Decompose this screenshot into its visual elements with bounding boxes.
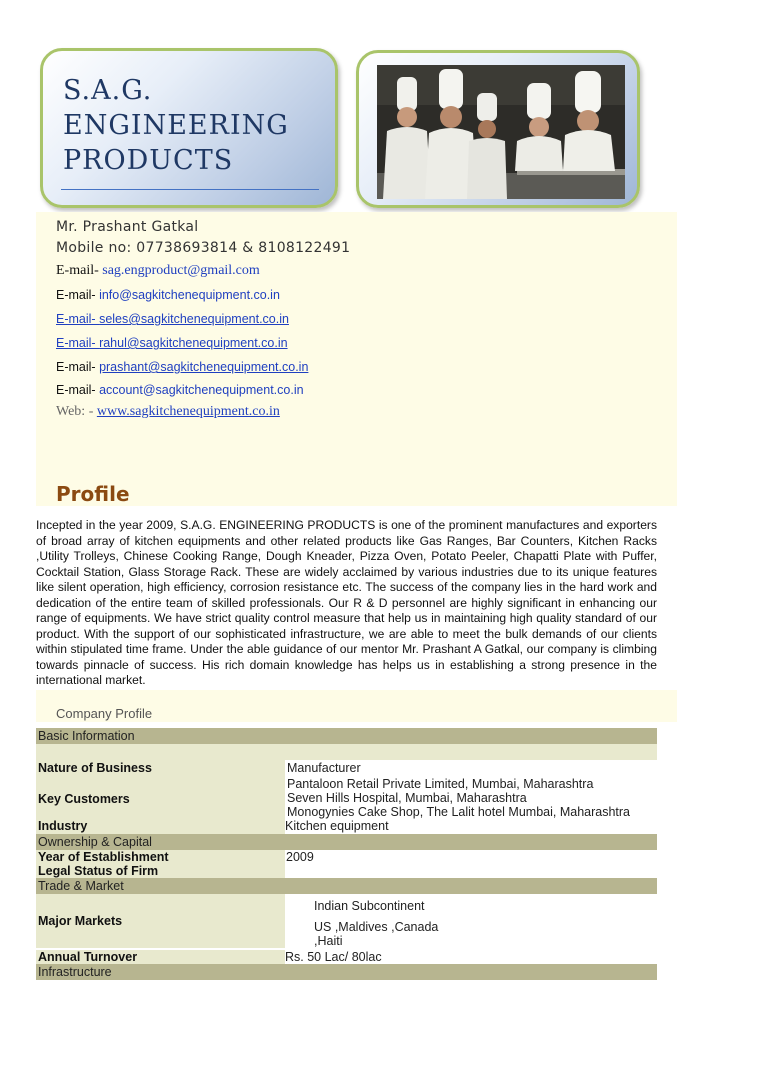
email-line bbox=[56, 288, 280, 302]
contact-section bbox=[36, 212, 677, 506]
table-section-infrastructure: Infrastructure bbox=[36, 964, 657, 980]
table-value: Manufacturer bbox=[287, 761, 361, 775]
table-row-industry bbox=[36, 819, 657, 834]
email-prefix: E-mail- bbox=[56, 263, 103, 278]
table-row-key-customers bbox=[36, 777, 657, 819]
table-value-cell bbox=[285, 850, 657, 864]
company-name-line: PRODUCTS bbox=[63, 145, 234, 176]
website-link[interactable]: www.sagkitchenequipment.co.in bbox=[96, 404, 280, 419]
email-prefix: E-mail- bbox=[56, 336, 100, 350]
email-link[interactable]: sag.engproduct@gmail.com bbox=[102, 263, 260, 278]
table-row-major-markets bbox=[36, 894, 657, 948]
table-label: Year of Establishment bbox=[38, 850, 169, 864]
email-link[interactable]: prashant@sagkitchenequipment.co.in bbox=[99, 360, 309, 374]
company-profile-band bbox=[36, 690, 677, 722]
table-section-ownership-capital: Ownership & Capital bbox=[36, 834, 657, 850]
profile-paragraph: Incepted in the year 2009, S.A.G. ENGINEERING PRODUCTS is one of the prominent manufactures and exporters of broad array of kitchen equipments and other related products like Gas Ranges, Bar Counters, Kitchen Racks ,Utility Trolleys, Chinese Cooking Range, Dough Kneader, Pizza Oven, Potato Peeler, Chapatti Plate with Puffer, Cocktail Station, Glass Storage Rack. These are widely acclaimed by various industries due to its unique features like silent operation, high efficiency, corrosion resistance etc. The success of the company lies in the hard work and dedication of the entire team of skilled professionals. Our R & D personnel are highly significant in enhancing our range of equipments. We have strict quality control measure that help us in maintaining high quality standard of our product. With the support of our sophisticated infrastructure, we are able to meet the bulk demands of our clients within stipulated time frame. Under the able guidance of our mentor Mr. Prashant A Gatkal, our company is climbing towards pinnacle of success. His rich domain knowledge has helps us in establishing a strong presence in the international market. bbox=[36, 518, 657, 687]
table-value-cell bbox=[285, 950, 657, 964]
company-name bbox=[63, 73, 289, 178]
table-value: 2009 bbox=[286, 850, 314, 864]
table-row-year-of-establishment bbox=[36, 850, 657, 864]
company-profile-label: Company Profile bbox=[56, 706, 153, 721]
table-label: Nature of Business bbox=[38, 761, 152, 775]
table-value-cell bbox=[285, 894, 657, 948]
email-line bbox=[56, 383, 304, 397]
chefs-photo-illustration bbox=[377, 65, 625, 199]
table-value-cell bbox=[285, 777, 657, 819]
table-value-cell bbox=[285, 819, 657, 834]
company-name-line: S.A.G. bbox=[63, 75, 153, 106]
table-section-basic-information: Basic Information bbox=[36, 728, 657, 744]
table-value: ,Haiti bbox=[314, 934, 343, 948]
table-value: Monogynies Cake Shop, The Lalit hotel Mumbai, Maharashtra bbox=[287, 805, 631, 819]
table-value-cell bbox=[285, 864, 657, 878]
table-label: Major Markets bbox=[38, 914, 123, 928]
company-name-line: ENGINEERING bbox=[63, 110, 289, 141]
table-label: Industry bbox=[38, 819, 88, 833]
table-value: US ,Maldives ,Canada bbox=[314, 920, 439, 934]
email-link[interactable]: account@sagkitchenequipment.co.in bbox=[99, 383, 304, 397]
web-prefix: Web: - bbox=[56, 404, 97, 419]
email-prefix: E-mail- bbox=[56, 312, 100, 326]
title-underline bbox=[61, 189, 319, 190]
photo-card bbox=[356, 50, 640, 208]
table-label: Annual Turnover bbox=[38, 950, 138, 964]
table-value-cell bbox=[285, 760, 657, 777]
table-spacer-row bbox=[36, 744, 657, 760]
email-prefix: E-mail- bbox=[56, 383, 100, 397]
table-value: Pantaloon Retail Private Limited, Mumbai, Maharashtra bbox=[287, 777, 594, 791]
email-link[interactable]: info@sagkitchenequipment.co.in bbox=[99, 288, 280, 302]
table-value: Indian Subcontinent bbox=[314, 899, 425, 913]
table-row-annual-turnover bbox=[36, 950, 657, 964]
table-row-legal-status bbox=[36, 864, 657, 878]
contact-name: Mr. Prashant Gatkal bbox=[56, 219, 199, 235]
email-prefix: E-mail- bbox=[56, 288, 100, 302]
table-row-nature-of-business bbox=[36, 760, 657, 777]
table-section-trade-market: Trade & Market bbox=[36, 878, 657, 894]
table-value: Seven Hills Hospital, Mumbai, Maharashtra bbox=[287, 791, 527, 805]
table-value: Kitchen equipment bbox=[285, 819, 389, 833]
table-label: Key Customers bbox=[38, 792, 130, 806]
company-title-card bbox=[40, 48, 338, 208]
web-line bbox=[56, 404, 280, 420]
email-line bbox=[56, 312, 289, 326]
email-link[interactable]: seles@sagkitchenequipment.co.in bbox=[99, 312, 289, 326]
email-line bbox=[56, 360, 308, 374]
contact-mobile: Mobile no: 07738693814 & 8108122491 bbox=[56, 240, 351, 256]
profile-heading: Profile bbox=[56, 482, 130, 506]
table-value: Rs. 50 Lac/ 80lac bbox=[285, 950, 382, 964]
table-label: Legal Status of Firm bbox=[38, 864, 159, 878]
chefs-photo bbox=[377, 65, 625, 199]
email-prefix: E-mail- bbox=[56, 360, 100, 374]
email-link[interactable]: rahul@sagkitchenequipment.co.in bbox=[99, 336, 288, 350]
email-line bbox=[56, 336, 288, 350]
email-line bbox=[56, 263, 260, 279]
